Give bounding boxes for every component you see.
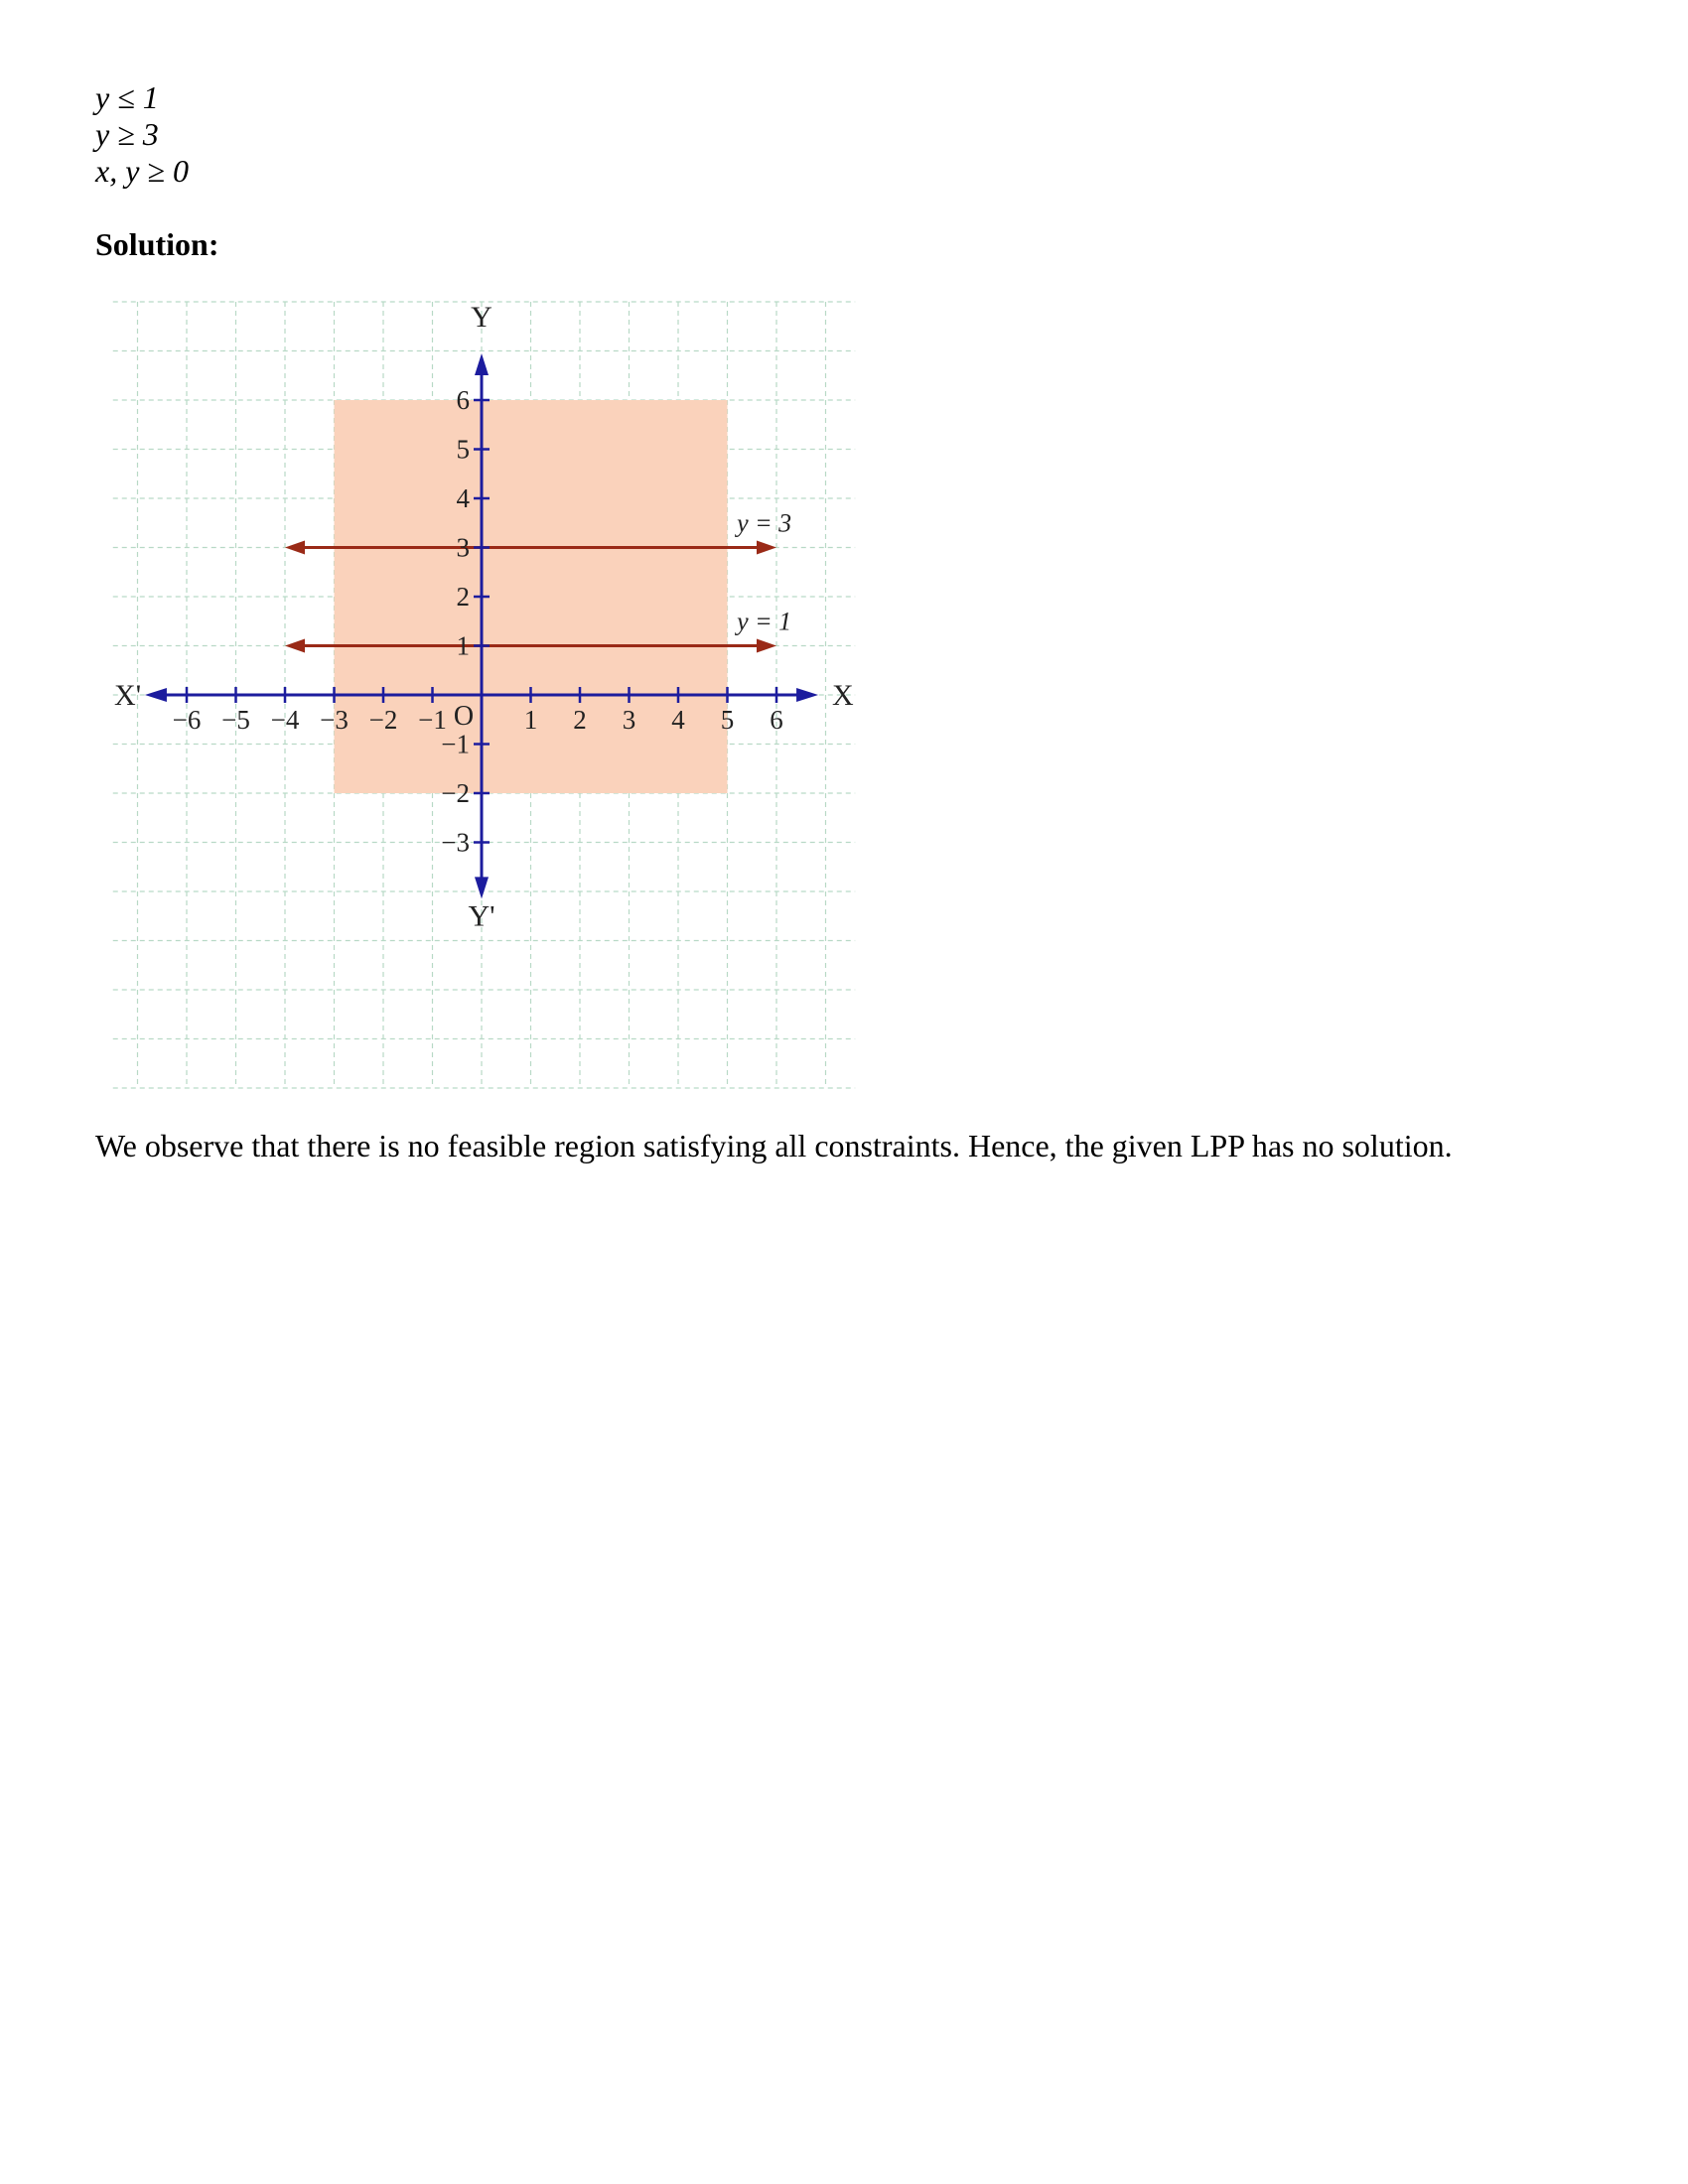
x-tick-label: 5 — [720, 705, 735, 735]
y-axis-negative-label: Y' — [468, 899, 495, 933]
x-tick-label: −6 — [172, 705, 202, 735]
x-axis-positive-label: X — [831, 679, 854, 712]
origin-label: O — [453, 701, 475, 732]
x-tick-label: −5 — [221, 705, 250, 735]
x-tick-label: −4 — [270, 705, 300, 735]
solution-heading: Solution: — [95, 226, 219, 262]
y-tick-label: 1 — [456, 630, 470, 661]
x-tick-label: 4 — [671, 705, 685, 735]
y-axis-arrow-down — [475, 877, 489, 898]
x-tick-label: −3 — [320, 705, 349, 735]
y-tick-label: 3 — [456, 532, 470, 563]
constraint-3: x, y ≥ 0 — [95, 153, 189, 189]
x-axis-arrow-right — [796, 688, 818, 702]
conclusion-text: We observe that there is no feasible region satisfying all constraints. Hence, the given LPP has no solution. — [95, 1128, 1453, 1163]
x-axis-negative-label: X' — [114, 679, 142, 712]
constraint-line-arrow-right — [757, 541, 776, 555]
x-tick-label: 1 — [523, 705, 538, 735]
constraint-line-arrow-left — [285, 541, 305, 555]
x-tick-label: −1 — [418, 705, 447, 735]
x-tick-label: −2 — [368, 705, 398, 735]
x-tick-label: 3 — [622, 705, 636, 735]
y-axis-arrow-up — [475, 353, 489, 375]
x-axis-arrow-left — [145, 688, 167, 702]
y-tick-label: −3 — [441, 827, 470, 858]
constraint-1: y ≤ 1 — [95, 79, 159, 115]
x-tick-label: 2 — [573, 705, 587, 735]
y-tick-label: −1 — [441, 729, 470, 759]
x-tick-label: 6 — [770, 705, 783, 735]
constraint-line-label: y = 1 — [737, 607, 792, 636]
y-tick-label: 2 — [456, 582, 470, 612]
y-axis-positive-label: Y — [471, 300, 492, 334]
y-tick-label: 4 — [456, 483, 470, 513]
constraint-2: y ≥ 3 — [95, 116, 159, 152]
constraint-line-arrow-left — [285, 639, 305, 653]
y-tick-label: 6 — [456, 385, 470, 415]
y-tick-label: 5 — [456, 434, 470, 465]
constraint-line-label: y = 3 — [737, 508, 792, 538]
constraint-line-arrow-right — [757, 639, 776, 653]
y-tick-label: −2 — [441, 778, 470, 808]
